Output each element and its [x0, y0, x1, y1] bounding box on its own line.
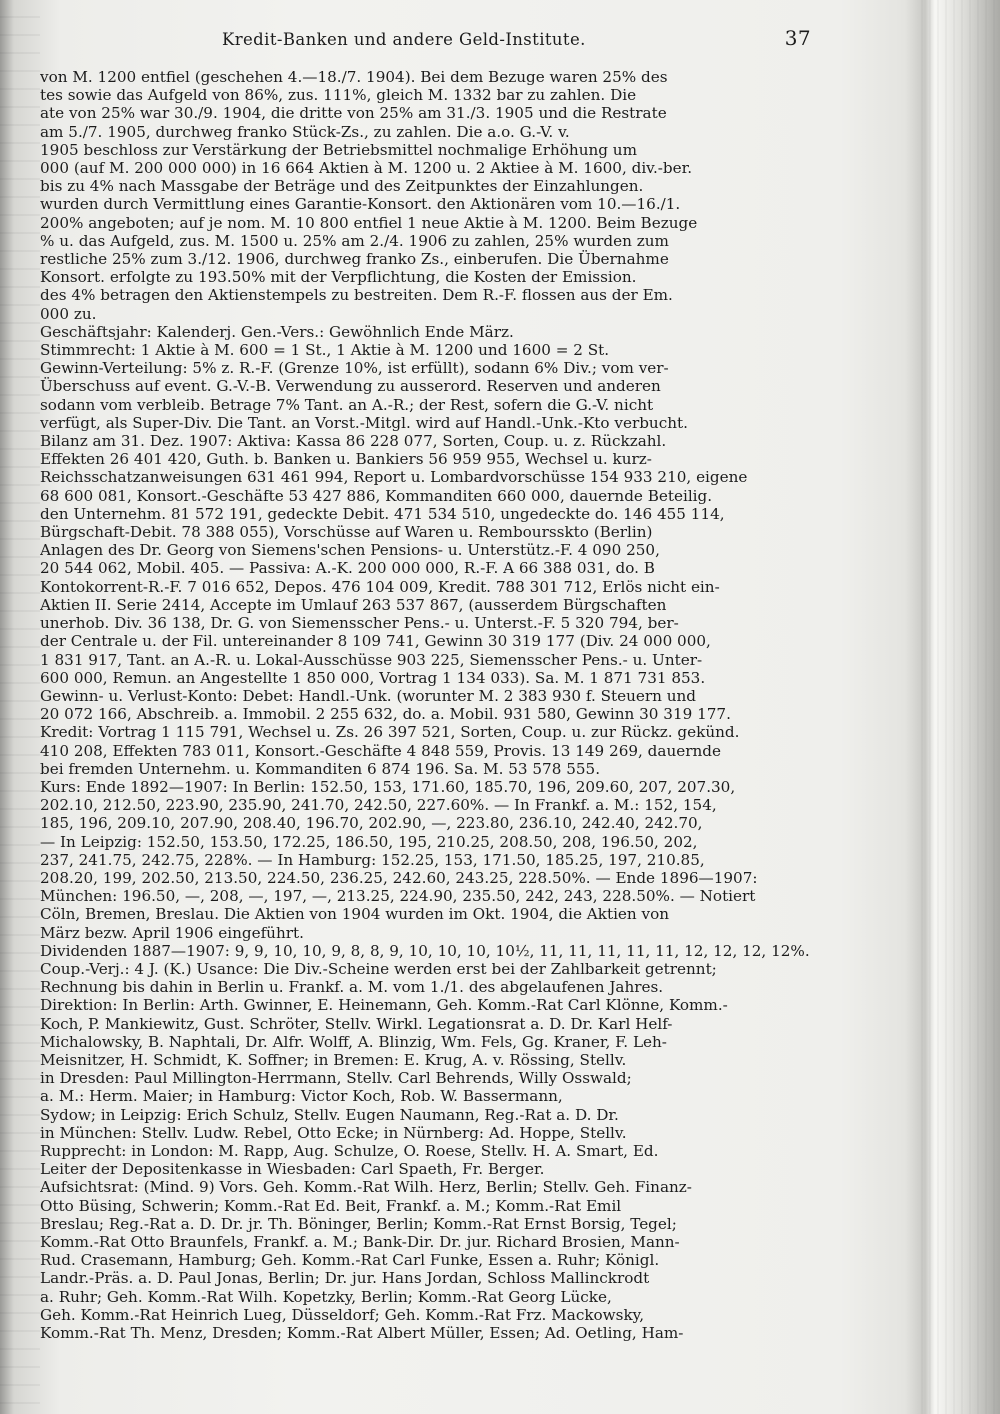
- document-page: [40, 26, 815, 1342]
- page-number: 37: [784, 26, 811, 50]
- text-line: Coup.-Verj.: 4 J. (K.) Usance: Die Div.-Scheine werden erst bei der Zahlbarkeit getrennt;: [40, 959, 717, 978]
- text-line: 20 544 062, Mobil. 405. — Passiva: A.-K. 200 000 000, R.-F. A 66 388 031, do. B: [40, 559, 655, 578]
- text-line: von M. 1200 entfiel (geschehen 4.—18./7. 1904). Bei dem Bezuge waren 25% des: [40, 68, 668, 86]
- text-line: Sydow; in Leipzig: Erich Schulz, Stellv. Eugen Naumann, Reg.-Rat a. D. Dr.: [40, 1105, 619, 1124]
- text-line: Landr.-Präs. a. D. Paul Jonas, Berlin; Dr. jur. Hans Jordan, Schloss Mallinckrodt: [40, 1269, 650, 1288]
- text-line: 20 072 166, Abschreib. a. Immobil. 2 255 632, do. a. Mobil. 931 580, Gewinn 30 319 177.: [40, 705, 731, 724]
- text-line: Rud. Crasemann, Hamburg; Geh. Komm.-Rat Carl Funke, Essen a. Ruhr; Königl.: [40, 1251, 660, 1270]
- text-line: Aufsichtsrat: (Mind. 9) Vors. Geh. Komm.-Rat Wilh. Herz, Berlin; Stellv. Geh. Finanz-: [40, 1178, 692, 1197]
- text-line: Bilanz am 31. Dez. 1907: Aktiva: Kassa 86 228 077, Sorten, Coup. u. z. Rückzahl.: [40, 432, 667, 451]
- text-line: Kurs: Ende 1892—1907: In Berlin: 152.50, 153, 171.60, 185.70, 196, 209.60, 207, 207.30,: [40, 777, 736, 796]
- text-line: den Unternehm. 81 572 191, gedeckte Debit. 471 534 510, ungedeckte do. 146 455 114,: [40, 504, 725, 523]
- text-line: Leiter der Depositenkasse in Wiesbaden: Carl Spaeth, Fr. Berger.: [40, 1160, 545, 1179]
- text-line: Koch, P. Mankiewitz, Gust. Schröter, Stellv. Wirkl. Legationsrat a. D. Dr. Karl Helf-: [40, 1014, 673, 1033]
- text-line: Bürgschaft-Debit. 78 388 055), Vorschüsse auf Waren u. Remboursskto (Berlin): [40, 523, 653, 542]
- text-line: verfügt, als Super-Div. Die Tant. an Vorst.-Mitgl. wird auf Handl.-Unk.-Kto verbucht.: [40, 413, 688, 432]
- text-line: 202.10, 212.50, 223.90, 235.90, 241.70, 242.50, 227.60%. — In Frankf. a. M.: 152, 154,: [40, 796, 717, 815]
- text-line: März bezw. April 1906 eingeführt.: [40, 923, 304, 942]
- text-line: Michalowsky, B. Naphtali, Dr. Alfr. Wolff, A. Blinzig, Wm. Fels, Gg. Kraner, F. Leh-: [40, 1032, 667, 1051]
- text-line: bis zu 4% nach Massgabe der Beträge und des Zeitpunktes der Einzahlungen.: [40, 177, 644, 196]
- text-line: Effekten 26 401 420, Guth. b. Banken u. Bankiers 56 959 955, Wechsel u. kurz-: [40, 450, 652, 469]
- text-line: Anlagen des Dr. Georg von Siemens'schen Pensions- u. Unterstütz.-F. 4 090 250,: [40, 541, 660, 560]
- text-line: Geh. Komm.-Rat Heinrich Lueg, Düsseldorf; Geh. Komm.-Rat Frz. Mackowsky,: [40, 1305, 645, 1324]
- text-line: % u. das Aufgeld, zus. M. 1500 u. 25% am 2./4. 1906 zu zahlen, 25% wurden zum: [40, 231, 669, 250]
- text-line: Rechnung bis dahin in Berlin u. Frankf. a. M. vom 1./1. des abgelaufenen Jahres.: [40, 978, 664, 997]
- text-line: Komm.-Rat Th. Menz, Dresden; Komm.-Rat Albert Müller, Essen; Ad. Oetling, Ham-: [40, 1324, 684, 1343]
- text-line: Geschäftsjahr: Kalenderj. Gen.-Vers.: Gewöhnlich Ende März.: [40, 322, 514, 341]
- text-line: Komm.-Rat Otto Braunfels, Frankf. a. M.; Bank-Dir. Dr. jur. Richard Brosien, Mann-: [40, 1233, 680, 1251]
- text-line: a. Ruhr; Geh. Komm.-Rat Wilh. Kopetzky, Berlin; Komm.-Rat Georg Lücke,: [40, 1287, 612, 1306]
- text-line: Konsort. erfolgte zu 193.50% mit der Verpflichtung, die Kosten der Emission.: [40, 268, 637, 287]
- text-line: München: 196.50, —, 208, —, 197, —, 213.25, 224.90, 235.50, 242, 243, 228.50%. — Notiert: [40, 887, 756, 906]
- text-line: Direktion: In Berlin: Arth. Gwinner, E. Heinemann, Geh. Komm.-Rat Carl Klönne, Komm.-: [40, 996, 728, 1015]
- text-line: 185, 196, 209.10, 207.90, 208.40, 196.70, 202.90, —, 223.80, 236.10, 242.40, 242.70,: [40, 814, 703, 833]
- text-line: Kontokorrent-R.-F. 7 016 652, Depos. 476 104 009, Kredit. 788 301 712, Erlös nicht ein-: [40, 577, 720, 596]
- text-line: des 4% betragen den Aktienstempels zu bestreiten. Dem R.-F. flossen aus der Em.: [40, 286, 673, 305]
- text-line: ate von 25% war 30./9. 1904, die dritte von 25% am 31./3. 1905 und die Restrate: [40, 104, 667, 123]
- text-line: Otto Büsing, Schwerin; Komm.-Rat Ed. Beit, Frankf. a. M.; Komm.-Rat Emil: [40, 1196, 622, 1215]
- text-line: in München: Stellv. Ludw. Rebel, Otto Ecke; in Nürnberg: Ad. Hoppe, Stellv.: [40, 1123, 627, 1142]
- text-line: Cöln, Bremen, Breslau. Die Aktien von 1904 wurden im Okt. 1904, die Aktien von: [40, 905, 670, 924]
- text-line: bei fremden Unternehm. u. Kommanditen 6 874 196. Sa. M. 53 578 555.: [40, 759, 601, 778]
- text-line: wurden durch Vermittlung eines Garantie-Konsort. den Aktionären vom 10.—16./1.: [40, 195, 681, 214]
- text-line: sodann vom verbleib. Betrage 7% Tant. an A.-R.; der Rest, sofern die G.-V. nicht: [40, 395, 654, 414]
- text-line: 1 831 917, Tant. an A.-R. u. Lokal-Ausschüsse 903 225, Siemensscher Pens.- u. Unter-: [40, 650, 703, 669]
- text-line: Gewinn- u. Verlust-Konto: Debet: Handl.-Unk. (worunter M. 2 383 930 f. Steuern und: [40, 686, 697, 705]
- text-line: Rupprecht: in London: M. Rapp, Aug. Schulze, O. Roese, Stellv. H. A. Smart, Ed.: [40, 1141, 659, 1160]
- text-line: 200% angeboten; auf je nom. M. 10 800 entfiel 1 neue Aktie à M. 1200. Beim Bezuge: [40, 213, 698, 232]
- text-line: — In Leipzig: 152.50, 153.50, 172.25, 186.50, 195, 210.25, 208.50, 208, 196.50, 202,: [40, 832, 698, 851]
- running-title: Kredit-Banken und andere Geld-Institute.: [222, 30, 586, 49]
- text-line: a. M.: Herm. Maier; in Hamburg: Victor Koch, Rob. W. Bassermann,: [40, 1087, 563, 1106]
- text-line: 000 (auf M. 200 000 000) in 16 664 Aktien à M. 1200 u. 2 Aktiee à M. 1600, div.-ber.: [40, 159, 693, 178]
- text-line: Reichsschatzanweisungen 631 461 994, Report u. Lombardvorschüsse 154 933 210, eigene: [40, 468, 748, 487]
- text-line: 410 208, Effekten 783 011, Konsort.-Geschäfte 4 848 559, Provis. 13 149 269, dauernde: [40, 741, 721, 760]
- text-line: 600 000, Remun. an Angestellte 1 850 000, Vortrag 1 134 033). Sa. M. 1 871 731 853.: [40, 668, 706, 687]
- left-gutter-margin: [0, 0, 40, 1414]
- text-line: der Centrale u. der Fil. untereinander 8 109 741, Gewinn 30 319 177 (Div. 24 000 000,: [40, 632, 711, 651]
- text-line: unerhob. Div. 36 138, Dr. G. von Siemensscher Pens.- u. Unterst.-F. 5 320 794, ber-: [40, 614, 679, 633]
- text-line: 000 zu.: [40, 304, 97, 323]
- text-line: 237, 241.75, 242.75, 228%. — In Hamburg: 152.25, 153, 171.50, 185.25, 197, 210.85,: [40, 850, 705, 869]
- right-page-edge: [915, 0, 1000, 1414]
- text-line: am 5./7. 1905, durchweg franko Stück-Zs., zu zahlen. Die a.o. G.-V. v.: [40, 122, 570, 141]
- text-line: in Dresden: Paul Millington-Herrmann, Stellv. Carl Behrends, Willy Osswald;: [40, 1069, 632, 1088]
- text-line: Breslau; Reg.-Rat a. D. Dr. jr. Th. Böninger, Berlin; Komm.-Rat Ernst Borsig, Tegel;: [40, 1214, 677, 1233]
- text-line: Kredit: Vortrag 1 115 791, Wechsel u. Zs. 26 397 521, Sorten, Coup. u. zur Rückz. gekünd.: [40, 723, 740, 742]
- text-line: 208.20, 199, 202.50, 213.50, 224.50, 236.25, 242.60, 243.25, 228.50%. — Ende 1896—1907:: [40, 868, 758, 887]
- text-line: Gewinn-Verteilung: 5% z. R.-F. (Grenze 10%, ist erfüllt), sodann 6% Div.; vom ver-: [40, 359, 669, 378]
- text-line: Überschuss auf event. G.-V.-B. Verwendung zu ausserord. Reserven und anderen: [40, 377, 661, 396]
- text-line: Stimmrecht: 1 Aktie à M. 600 = 1 St., 1 Aktie à M. 1200 und 1600 = 2 St.: [40, 341, 610, 360]
- text-line: 1905 beschloss zur Verstärkung der Betriebsmittel nochmalige Erhöhung um: [40, 140, 637, 159]
- document-body: [40, 68, 815, 1342]
- text-line: Aktien II. Serie 2414, Accepte im Umlauf 263 537 867, (ausserdem Bürgschaften: [40, 595, 667, 614]
- text-line: Dividenden 1887—1907: 9, 9, 10, 10, 9, 8, 8, 9, 10, 10, 10, 10½, 11, 11, 11, 11, 11, 12, 12, 12, 12%.: [40, 941, 810, 960]
- text-line: Meisnitzer, H. Schmidt, K. Soffner; in Bremen: E. Krug, A. v. Rössing, Stellv.: [40, 1050, 627, 1069]
- page-header: [40, 26, 815, 50]
- text-line: restliche 25% zum 3./12. 1906, durchweg franko Zs., einberufen. Die Übernahme: [40, 250, 669, 269]
- text-line: 68 600 081, Konsort.-Geschäfte 53 427 886, Kommanditen 660 000, dauernde Beteilig.: [40, 486, 713, 505]
- text-line: tes sowie das Aufgeld von 86%, zus. 111%, gleich M. 1332 bar zu zahlen. Die: [40, 86, 637, 105]
